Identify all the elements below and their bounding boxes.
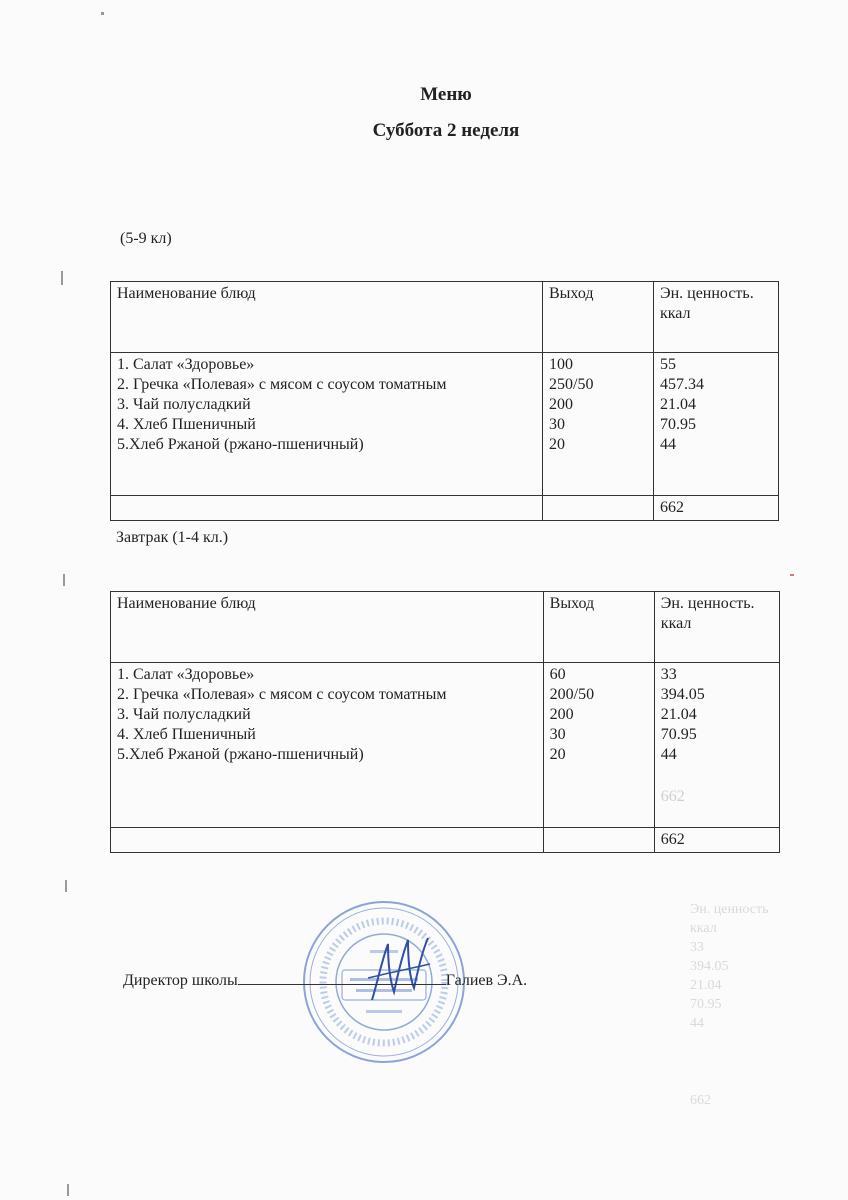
yield-list — [543, 353, 654, 496]
dish-item: 5.Хлеб Ржаной (ржано-пшеничный) — [117, 746, 364, 763]
total-kcal: 662 — [654, 828, 779, 853]
dish-list — [111, 663, 544, 828]
scan-speck — [65, 880, 67, 892]
show-through-value: 662 — [660, 788, 685, 805]
signature-blank — [238, 970, 446, 985]
signatory-name: Галиев Э.А. — [445, 972, 528, 989]
scan-speck — [101, 12, 104, 15]
yield-value: 200/50 — [549, 686, 595, 703]
yield-value: 100 — [549, 356, 573, 373]
page-subtitle: Суббота 2 неделя — [372, 120, 520, 141]
menu-table-5-9 — [110, 281, 779, 521]
show-through-value: 33 — [690, 940, 704, 955]
kcal-value: 70.95 — [660, 416, 696, 433]
yield-value: 250/50 — [549, 376, 594, 393]
total-kcal: 662 — [654, 496, 779, 521]
kcal-value: 457.34 — [660, 376, 704, 393]
dish-list — [111, 353, 543, 496]
yield-value: 60 — [549, 666, 566, 683]
yield-value: 200 — [549, 396, 573, 413]
section1-label: (5-9 кл) — [120, 230, 172, 247]
kcal-value: 21.04 — [660, 396, 696, 413]
column-header-kcal: Эн. ценность. ккал — [654, 282, 779, 353]
kcal-value: 55 — [660, 356, 676, 373]
show-through-value: 44 — [690, 1016, 704, 1031]
column-header-yield: Выход — [543, 282, 654, 353]
total-empty-cell — [111, 828, 544, 853]
show-through-header: Эн. ценность ккал — [690, 902, 769, 936]
yield-value: 30 — [549, 726, 566, 743]
show-through-value: 21.04 — [690, 978, 722, 993]
kcal-list — [654, 663, 779, 828]
total-empty-cell — [543, 828, 654, 853]
scan-speck — [790, 574, 794, 576]
column-header-kcal: Эн. ценность. ккал — [654, 592, 779, 663]
kcal-value: 394.05 — [660, 686, 705, 703]
yield-value: 30 — [549, 416, 565, 433]
kcal-list — [654, 353, 779, 496]
scan-speck — [63, 574, 65, 586]
dish-item: 2. Гречка «Полевая» с мясом с соусом томатным — [117, 686, 447, 703]
kcal-value: 70.95 — [660, 726, 697, 743]
dish-item: 1. Салат «Здоровье» — [117, 356, 255, 373]
total-empty-cell — [111, 496, 543, 521]
dish-item: 4. Хлеб Пшеничный — [117, 416, 256, 433]
kcal-value: 44 — [660, 746, 677, 763]
signatory-position: Директор школы — [123, 972, 238, 989]
dish-item: 2. Гречка «Полевая» с мясом с соусом томатным — [117, 376, 447, 393]
kcal-value: 33 — [660, 666, 677, 683]
kcal-value: 21.04 — [660, 706, 697, 723]
yield-value: 20 — [549, 746, 566, 763]
signature-line — [123, 970, 527, 990]
kcal-value: 44 — [660, 436, 676, 453]
scan-speck — [61, 271, 63, 285]
page-title: Меню — [420, 84, 472, 105]
dish-item: 3. Чай полусладкий — [117, 396, 251, 413]
dish-item: 1. Салат «Здоровье» — [117, 666, 255, 683]
yield-value: 20 — [549, 436, 565, 453]
yield-value: 200 — [549, 706, 574, 723]
column-header-yield: Выход — [543, 592, 654, 663]
show-through-text — [690, 900, 780, 1110]
show-through-value: 394.05 — [690, 959, 729, 974]
section2-label: Завтрак (1-4 кл.) — [116, 529, 229, 546]
show-through-total: 662 — [690, 1093, 711, 1108]
total-empty-cell — [543, 496, 654, 521]
dish-item: 5.Хлеб Ржаной (ржано-пшеничный) — [117, 436, 364, 453]
show-through-value: 70.95 — [690, 997, 722, 1012]
scan-speck — [67, 1184, 69, 1196]
column-header-dish: Наименование блюд — [111, 592, 544, 663]
menu-table-1-4 — [110, 591, 780, 853]
column-header-dish: Наименование блюд — [111, 282, 543, 353]
dish-item: 3. Чай полусладкий — [117, 706, 251, 723]
yield-list — [543, 663, 654, 828]
dish-item: 4. Хлеб Пшеничный — [117, 726, 256, 743]
